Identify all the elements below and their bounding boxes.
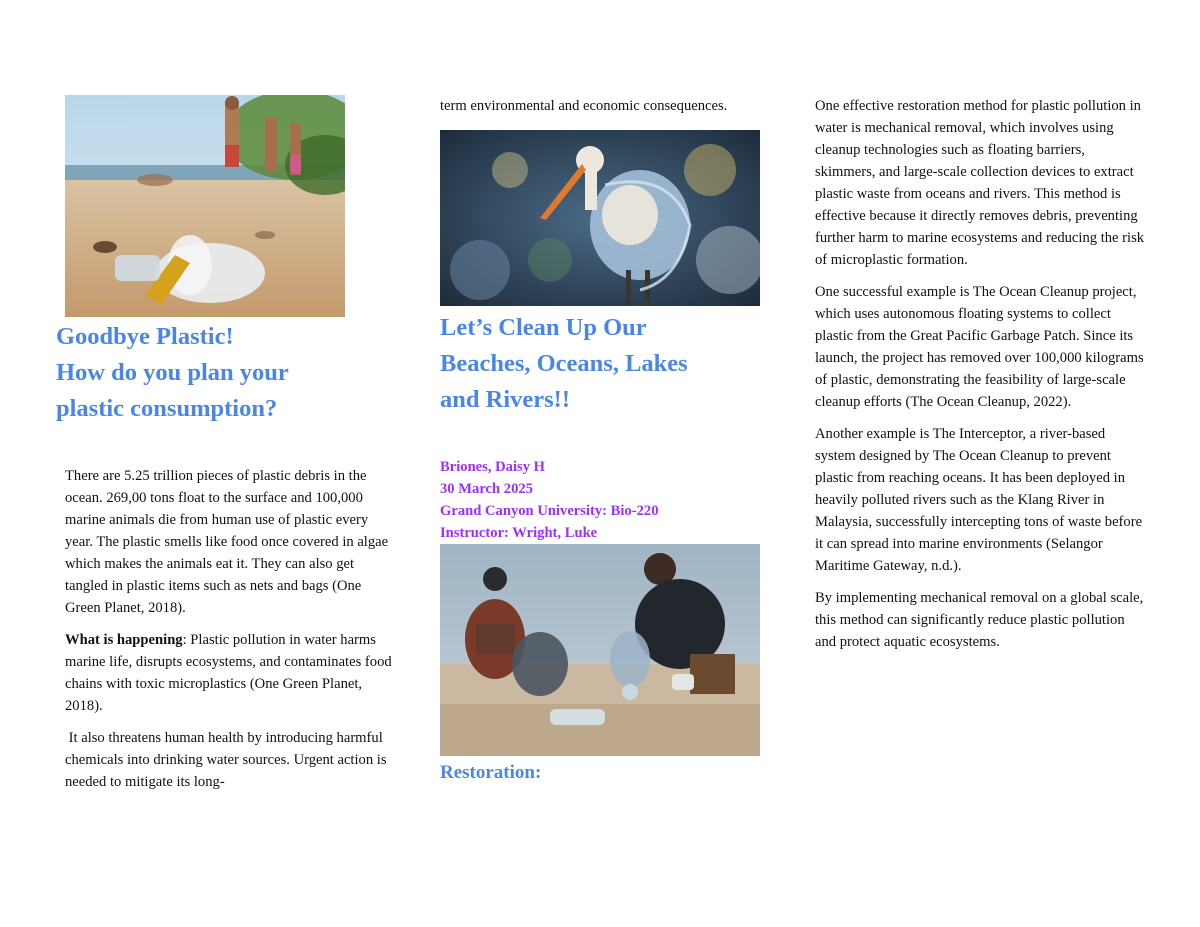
intro-paragraph: There are 5.25 trillion pieces of plastic debris in the ocean. 269,00 tons float to the surface and 100,000 marine animals die from human use of plastic every year. The plastic smells like food once covered in algae which makes the animals eat it. They can also get tangled in plastic items such as nets and bags (One Green Planet, 2018). xyxy=(65,468,389,616)
restoration-method-paragraph: One effective restoration method for plastic pollution in water is mechanical removal, which involves using cleanup technologies such as floating barriers, skimmers, and large-scale collection devices to extract plastic waste from oceans and rivers. This method is effective because it directly removes debris, preventing further harm to marine ecosystems and reducing the risk of microplastic formation. xyxy=(815,98,1145,268)
what-is-happening-text: : Plastic pollution in water harms marine life, disrupts ecosystems, and contaminates food chains with toxic microplastics (One Green Planet, 2018). xyxy=(65,632,392,714)
cleanup-heading xyxy=(440,310,770,418)
column-left xyxy=(56,95,392,803)
page-title xyxy=(56,319,392,427)
what-is-happening-label: What is happening xyxy=(65,632,183,648)
date: 30 March 2025 xyxy=(440,481,533,497)
beach-plastic-photo xyxy=(65,95,345,317)
cleanup-line-1: Let’s Clean Up Our xyxy=(440,314,647,341)
what-is-happening-paragraph xyxy=(65,629,392,717)
author-block xyxy=(440,456,770,544)
conclusion-paragraph: By implementing mechanical removal on a global scale, this method can significantly reduce plastic pollution and protect aquatic ecosystems. xyxy=(815,590,1144,650)
cleanup-line-2: Beaches, Oceans, Lakes xyxy=(440,350,688,377)
course: Grand Canyon University: Bio-220 xyxy=(440,503,659,519)
bird-plastic-photo xyxy=(440,130,760,306)
cleanup-line-3: and Rivers!! xyxy=(440,386,570,413)
continued-paragraph: term environmental and economic consequences. xyxy=(440,98,728,114)
restoration-heading: Restoration: xyxy=(440,762,542,783)
title-line-2: How do you plan your xyxy=(56,359,289,386)
author-name: Briones, Daisy H xyxy=(440,459,545,475)
title-line-3: plastic consumption? xyxy=(56,395,278,422)
column-right xyxy=(815,95,1145,663)
instructor: Instructor: Wright, Luke xyxy=(440,525,598,541)
title-line-1: Goodbye Plastic! xyxy=(56,323,234,350)
health-threat-paragraph: It also threatens human health by introducing harmful chemicals into drinking water sources. Urgent action is needed to mitigate its long- xyxy=(65,730,391,790)
interceptor-paragraph: Another example is The Interceptor, a river-based system designed by The Ocean Cleanup to prevent plastic from reaching oceans. It has been deployed in heavily polluted rivers such as the Klang River in Malaysia, successfully intercepting tons of waste before it can spread into marine environments (Selangor Maritime Gateway, n.d.). xyxy=(815,426,1143,574)
ocean-cleanup-paragraph: One successful example is The Ocean Cleanup project, which uses autonomous floating systems to collect plastic from the Great Pacific Garbage Patch. Since its launch, the project has removed over 100,000 kilograms of plastic, demonstrating the feasibility of large-scale cleanup efforts (The Ocean Cleanup, 2022). xyxy=(815,284,1144,410)
volunteers-photo xyxy=(440,544,760,756)
column-middle xyxy=(440,95,770,784)
